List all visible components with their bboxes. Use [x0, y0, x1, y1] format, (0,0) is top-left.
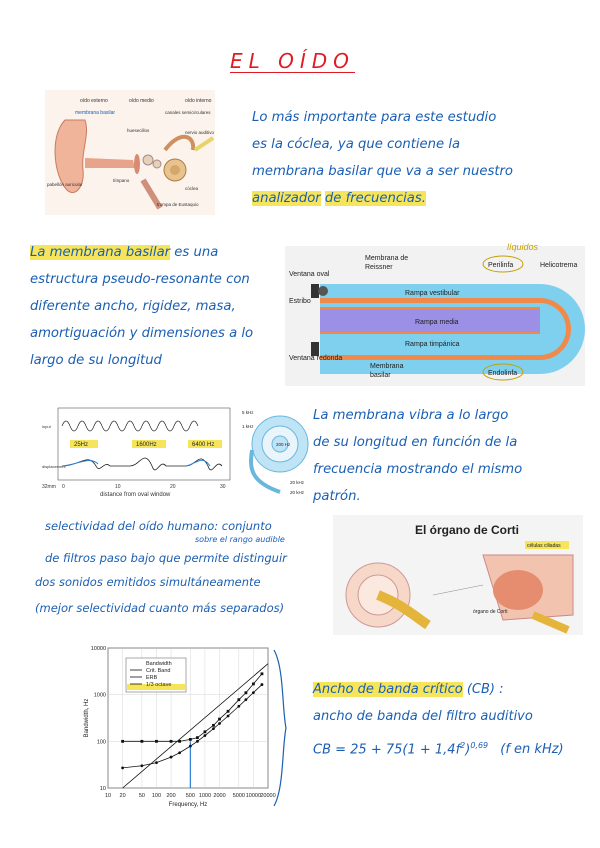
cb-line-2: ancho de banda del filtro auditivo — [313, 709, 533, 724]
vibra-line-3: frecuencia mostrando el mismo — [313, 462, 523, 477]
x-tick-label: 100 — [151, 793, 162, 799]
data-point — [252, 683, 255, 686]
basilar-line-5: largo de su longitud — [30, 353, 162, 368]
sel-above: sobre el rango audible — [195, 535, 285, 544]
corti-figure — [333, 515, 583, 635]
data-point — [212, 724, 215, 727]
data-point — [245, 691, 248, 694]
ear-label-cochlea: cóclea — [185, 186, 199, 191]
data-point — [218, 718, 221, 721]
cb-sup: 2 — [460, 741, 466, 750]
spiral-label-2: 1 kHz — [242, 424, 254, 429]
ear-label-tube: trompa de Eustaquio — [157, 202, 199, 207]
data-point — [204, 730, 207, 733]
data-point — [170, 740, 173, 743]
data-point — [252, 691, 255, 694]
data-point — [261, 683, 264, 686]
data-point — [218, 722, 221, 725]
data-point — [227, 715, 230, 718]
sel-line-4: (mejor selectividad cuanto más separados) — [35, 601, 285, 615]
data-point — [178, 751, 181, 754]
ear-label-drum: tímpano — [113, 178, 130, 183]
legend-title: Bandwidth — [146, 661, 172, 667]
wave-tick-3: 30 — [220, 484, 226, 490]
intro-line-3: membrana basilar que va a ser nuestro — [252, 164, 514, 179]
data-point — [170, 756, 173, 759]
ear-note-blue: membrana basilar — [75, 110, 116, 116]
corti-title: El órgano de Corti — [415, 523, 520, 537]
cb-formula: CB = 25 + 75(1 + 1,4f — [313, 742, 461, 758]
data-point — [121, 766, 124, 769]
x-tick-label: 5000 — [232, 793, 245, 799]
label-helicotrema: Helicotrema — [540, 262, 578, 269]
sel-line-2b: que permite distinguir — [158, 551, 287, 565]
cochlea-diagram — [285, 236, 585, 386]
spiral-label-3: 200 Hz — [276, 442, 291, 447]
spiral-label-5: 20 kHz — [290, 490, 305, 495]
spiral-label-4: 20 kHz — [290, 480, 305, 485]
label-rampa-vestibular: Rampa vestibular — [405, 290, 460, 297]
vibra-paragraph — [313, 402, 593, 510]
cb-unit: (f en kHz) — [500, 742, 564, 758]
basilar-paragraph — [30, 239, 275, 374]
wave-tick-2: 20 — [170, 484, 176, 490]
legend-label: 1/3 octave — [146, 682, 172, 688]
data-point — [140, 764, 143, 767]
selectividad-paragraph — [35, 515, 345, 621]
x-tick-label: 20 — [119, 793, 126, 799]
vibra-line-1: La membrana vibra a lo largo — [313, 408, 509, 423]
sel-line-1: selectividad del oído humano: conjunto — [45, 519, 272, 533]
data-point — [204, 734, 207, 737]
y-tick-label: 10 — [99, 786, 106, 792]
wave-unit: 32mm — [42, 484, 56, 490]
y-tick-label: 1000 — [93, 692, 106, 699]
data-point — [140, 740, 143, 743]
data-point — [155, 740, 158, 743]
cb-close: ) — [465, 742, 471, 758]
legend-label: Crit. Band — [146, 668, 171, 674]
data-point — [261, 672, 264, 675]
basilar-line-4: amortiguación y dimensiones a lo — [30, 326, 254, 341]
page-title: EL OÍDO — [230, 49, 355, 73]
label-rampa-timpanica: Rampa timpánica — [405, 341, 460, 348]
label-membrana-basilar-2: basilar — [370, 372, 391, 379]
label-membrana-basilar-1: Membrana — [370, 363, 404, 370]
intro-paragraph — [252, 104, 582, 212]
ear-anatomy-figure — [45, 90, 215, 215]
x-tick-label: 200 — [166, 793, 176, 799]
y-tick-label: 10000 — [90, 646, 106, 652]
cb-rest: (CB) : — [466, 682, 504, 697]
x-tick-label: 2000 — [213, 793, 226, 799]
label-estribo: Estribo — [289, 298, 311, 305]
data-point — [196, 740, 199, 743]
label-rampa-media: Rampa media — [415, 319, 459, 326]
x-axis-label: Frequency, Hz — [168, 802, 208, 808]
wave-label-1: 25Hz — [74, 442, 89, 448]
intro-highlight-1: analizador — [252, 191, 321, 206]
y-tick-label: 100 — [96, 739, 106, 746]
label-reissner-2: Reissner — [365, 264, 393, 271]
x-tick-label: 500 — [185, 793, 195, 799]
y-axis-label: Bandwidth, Hz — [84, 698, 90, 738]
label-perilinfa: Perilinfa — [488, 262, 514, 269]
x-tick-label: 50 — [138, 793, 145, 799]
data-point — [189, 745, 192, 748]
cb-highlight: Ancho de banda crítico — [313, 682, 463, 697]
data-point — [121, 740, 124, 743]
sel-line-2a: de filtros paso bajo — [45, 551, 156, 565]
ear-label-nerve: nervio auditivo — [185, 130, 215, 135]
label-ventana-oval: Ventana oval — [289, 271, 330, 278]
sel-line-3: dos sonidos emitidos simultáneamente — [35, 575, 261, 589]
spiral-cochlea — [240, 406, 312, 498]
legend-label: ERB — [146, 675, 158, 681]
wave-xlabel: distance from oval window — [100, 492, 171, 498]
intro-highlight-2: de frecuencias. — [324, 191, 426, 206]
wave-tick-1: 10 — [115, 484, 121, 490]
wave-ylabel-bottom: displacement — [42, 464, 66, 469]
spiral-label-1: 5 kHz — [242, 410, 254, 415]
bandwidth-chart — [80, 640, 280, 820]
label-ventana-redonda: Ventana redonda — [289, 355, 343, 362]
wave-label-2: 1600Hz — [136, 442, 157, 448]
corti-label-1: células ciliadas — [527, 543, 561, 549]
wave-ylabel-top: input — [42, 424, 51, 429]
ear-label-ossicles: huesecillos — [127, 128, 150, 133]
x-tick-label: 10 — [104, 793, 112, 799]
basilar-line-3: diferente ancho, rigidez, masa, — [30, 299, 236, 314]
label-reissner-1: Membrana de — [365, 255, 409, 262]
data-point — [245, 698, 248, 701]
data-point — [227, 710, 230, 713]
x-tick-label: 1000 — [198, 793, 212, 799]
basilar-line-2: estructura pseudo-resonante con — [30, 272, 250, 287]
ear-label-pinna: pabellón auricular — [47, 182, 83, 187]
data-point — [237, 698, 240, 701]
vibra-line-2: de su longitud en función de la — [313, 435, 518, 450]
wave-label-3: 6400 Hz — [192, 442, 215, 448]
cb-exp: 0,69 — [470, 741, 489, 750]
cb-paragraph — [313, 676, 593, 763]
intro-line-1: Lo más importante para este estudio — [252, 110, 497, 125]
annot-liquidos: líquidos — [507, 242, 539, 252]
displacement-figure — [40, 404, 235, 499]
wave-tick-0: 0 — [62, 484, 65, 490]
basilar-first-rest: es una — [174, 245, 219, 260]
data-point — [189, 738, 192, 741]
ear-label-middle: oído medio — [129, 98, 154, 104]
data-point — [196, 736, 199, 739]
corti-label-2: órgano de Corti — [473, 609, 508, 615]
ear-label-inner: oído interno — [185, 98, 212, 104]
bracket — [270, 648, 290, 808]
data-point — [155, 761, 158, 764]
x-tick-label: 10000 — [245, 793, 262, 799]
data-point — [237, 705, 240, 708]
basilar-highlight: La membrana basilar — [30, 245, 171, 260]
data-point — [212, 727, 215, 730]
ear-label-outer: oído externo — [80, 98, 108, 104]
label-endolinfa: Endolinfa — [488, 370, 518, 377]
vibra-line-4: patrón. — [313, 489, 361, 504]
intro-line-2: es la cóclea, ya que contiene la — [252, 137, 461, 152]
x-tick-label: 20000 — [260, 793, 276, 799]
ear-label-canals: canales semicirculares — [165, 110, 211, 115]
